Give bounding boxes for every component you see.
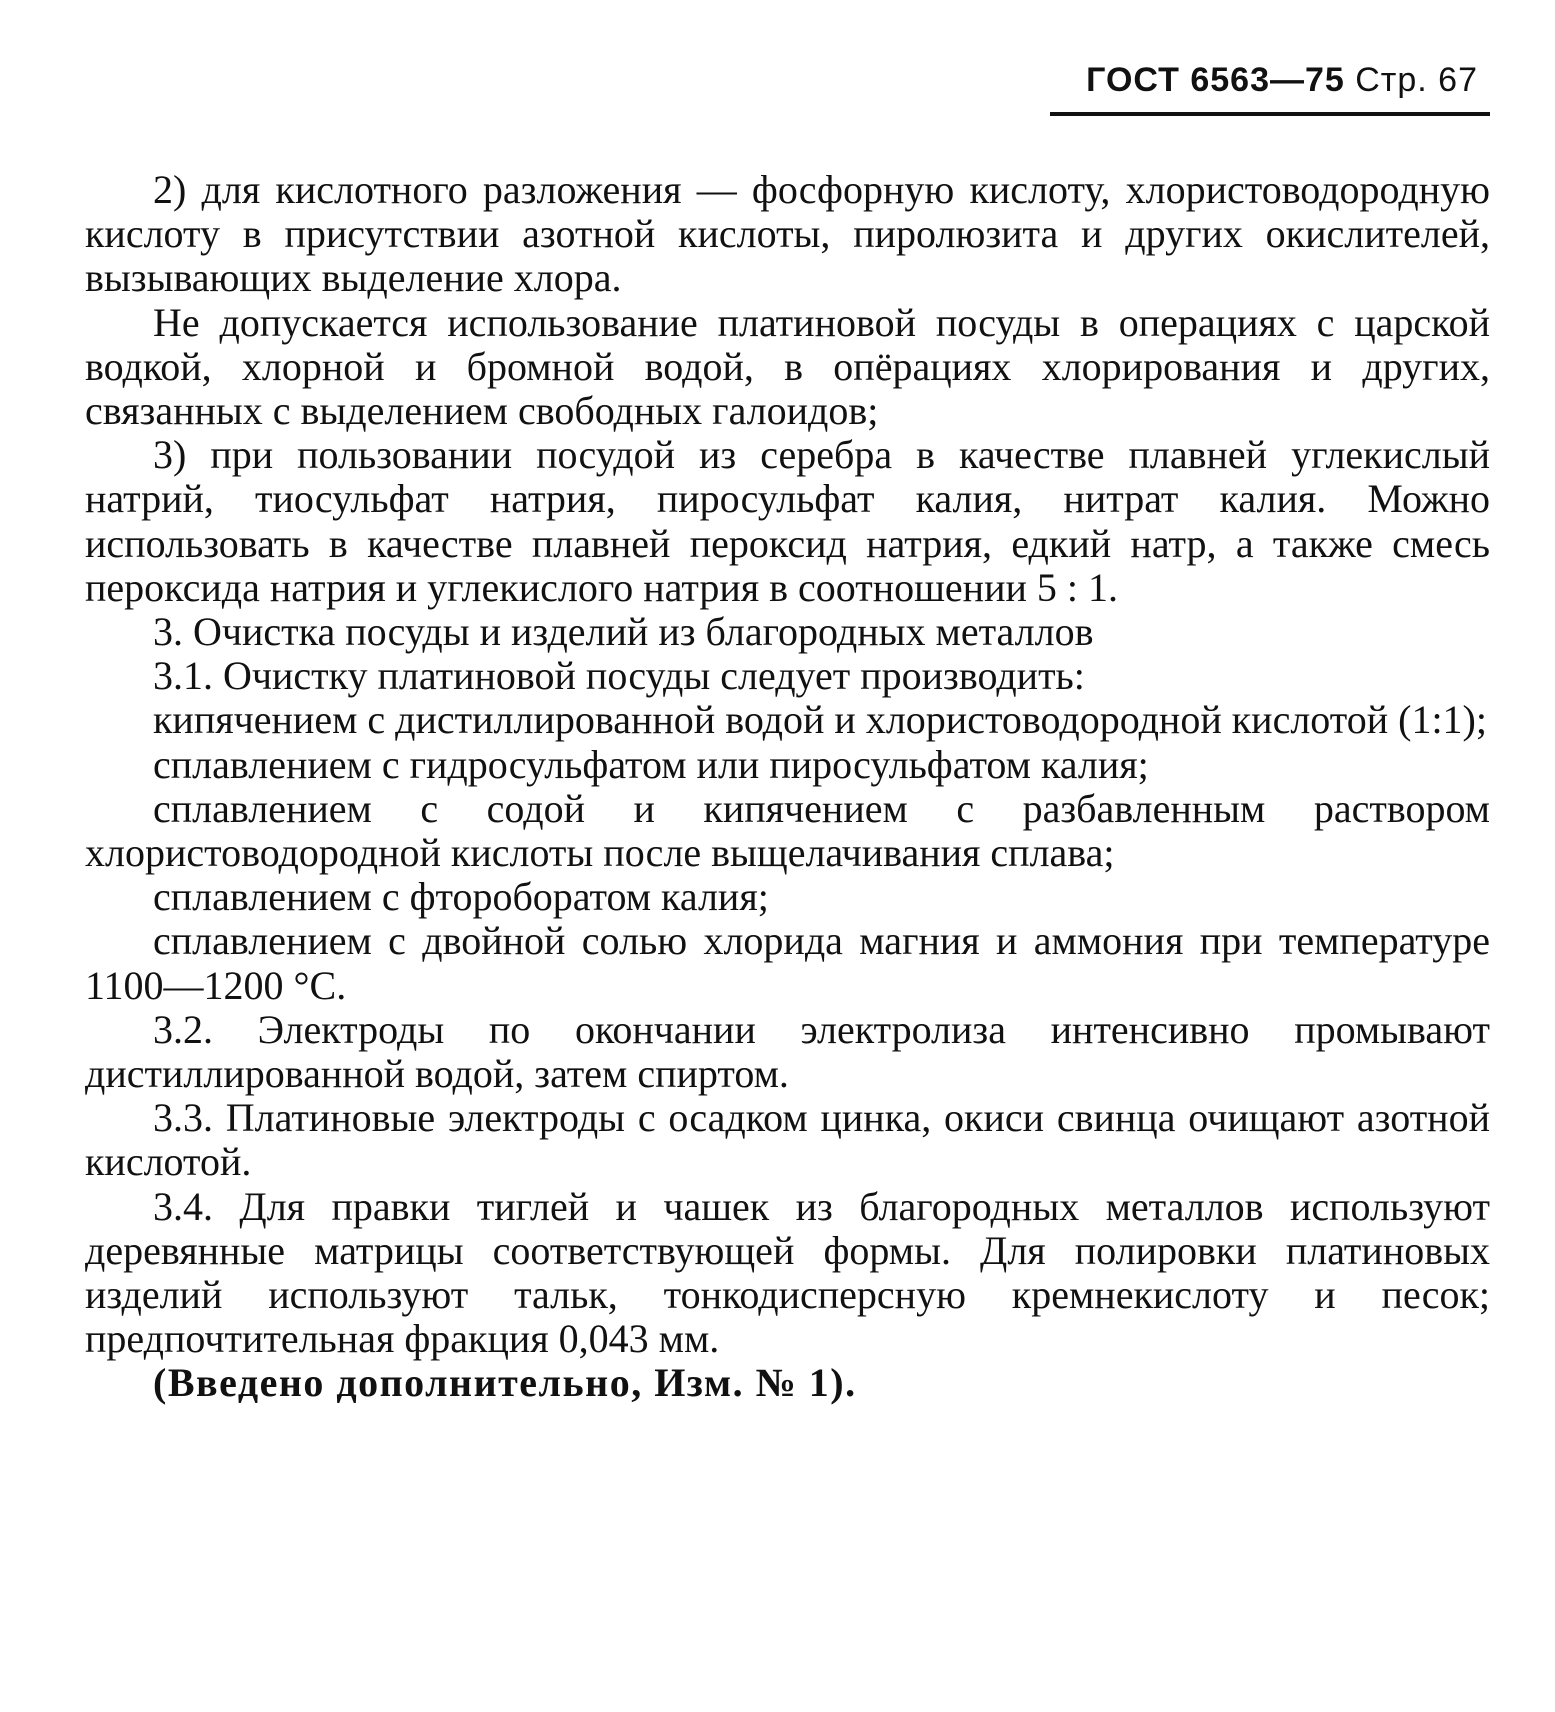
paragraph-3-1: 3.1. Очистку платиновой посуды следует производить:	[153, 653, 1085, 699]
paragraph-acid-decomposition: 2) для кислотного разложения — фосфорную кислоту, хлористоводородную кислоту в присутствии азотной кислоты, пиролюзита и других окислителей, вызывающих выделение хлора.	[85, 167, 1490, 301]
header-rule	[1050, 112, 1490, 116]
amendment-note: (Введено дополнительно, Изм. № 1).	[153, 1360, 857, 1406]
paragraph-silver-ware: 3) при пользовании посудой из серебра в качестве плавней углекислый натрий, тиосульфат натрия, пиросульфат калия, нитрат калия. Можно использовать в качестве плавней пероксид натрия, едкий натр, а также смесь пероксида натрия и углекислого натрия в соотношении 5 : 1.	[85, 432, 1490, 610]
section-heading-cleaning: 3. Очистка посуды и изделий из благородных металлов	[153, 609, 1094, 655]
document-body	[85, 168, 1490, 1406]
paragraph-3-2: 3.2. Электроды по окончании электролиза интенсивно промывают дистиллированной водой, затем спиртом.	[85, 1006, 1490, 1097]
list-item-soda: сплавлением с содой и кипячением с разбавленным раствором хлористоводородной кислоты после выщелачивания сплава;	[85, 785, 1490, 876]
page-header	[1050, 60, 1490, 116]
paragraph-3-3: 3.3. Платиновые электроды с осадком цинка, окиси свинца очищают азотной кислотой.	[85, 1095, 1490, 1185]
list-item-double-salt: сплавлением с двойной солью хлорида магния и аммония при температуре 1100—1200 °С.	[85, 918, 1490, 1008]
header-text	[1086, 60, 1478, 100]
list-item-boiling: кипячением с дистиллированной водой и хлористоводородной кислотой (1:1);	[153, 697, 1487, 743]
paragraph-3-4: 3.4. Для правки тиглей и чашек из благородных металлов используют деревянные матрицы соответствующей формы. Для полировки платиновых изделий используют тальк, тонкодисперсную кремнекислоту и песок; предпочтительная фракция 0,043 мм.	[85, 1183, 1490, 1362]
list-item-hydrosulfate: сплавлением с гидросульфатом или пиросульфатом калия;	[153, 741, 1149, 787]
paragraph-platinum-restriction: Не допускается использование платиновой посуды в операциях с царской водкой, хлорной и бромной водой, в опёрациях хлорирования и других, связанных с выделением свободных галоидов;	[85, 299, 1490, 434]
standard-number: ГОСТ 6563—75	[1086, 61, 1345, 99]
page-number: Стр. 67	[1355, 61, 1478, 99]
list-item-fluoroborate: сплавлением с фтороборатом калия;	[153, 874, 769, 920]
